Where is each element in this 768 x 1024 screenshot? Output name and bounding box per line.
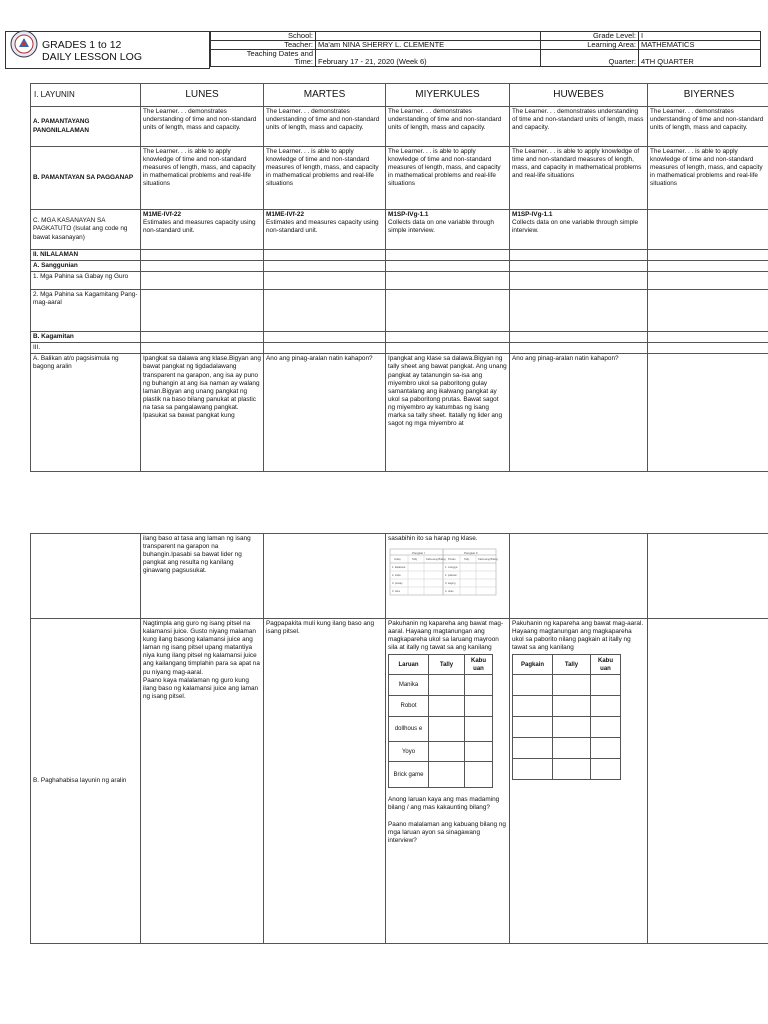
food-tally-cell[interactable] — [553, 696, 591, 717]
cell-paghahabi-miyerkules — [386, 619, 510, 944]
teaching-dates-label-line1: Teaching Dates and — [246, 49, 313, 58]
toy-item: Brick game — [389, 762, 429, 788]
cell-b-lunes: The Learner. . . is able to apply knowledge of time and non-standard measures of length, mass, and capacity in mathematical problems and real-life situations — [141, 147, 264, 210]
empty-cell — [510, 250, 648, 261]
column-header-layunin: I. LAYUNIN — [31, 84, 141, 107]
row-label-kagamitang-pang-mag-aaral: 2. Mga Pahina sa Kagamitang Pang-mag-aaral — [31, 290, 141, 332]
empty-cell — [141, 343, 264, 354]
empty-cell — [648, 261, 768, 272]
empty-cell — [386, 272, 510, 290]
empty-cell — [648, 290, 768, 332]
teacher-value: Ma'am NINA SHERRY L. CLEMENTE — [316, 41, 541, 50]
cell-balikan-huwebes: Ano ang pinag-aralan natin kahapon? — [510, 354, 648, 472]
paghahabi-miyerkules-text: Pakuhanin ng kapareha ang bawat mag-aaral. Hayaang magtanungan ang magkapareha ukol sa laruang mayroon sila at itally ng tawat sa ang kanilang — [388, 620, 504, 652]
column-header-martes: MARTES — [264, 84, 386, 107]
food-total-cell[interactable] — [591, 738, 621, 759]
cell-cont-miyerkules — [386, 534, 510, 619]
text-miyerkules: Collects data on one variable through simple interview. — [388, 219, 494, 235]
toy-total-cell[interactable] — [465, 696, 493, 717]
quarter-label: Quarter: — [541, 50, 639, 67]
toy-total-cell[interactable] — [465, 762, 493, 788]
cell-c-biyernes — [648, 210, 768, 250]
deped-seal-icon — [10, 30, 38, 58]
header-title — [42, 39, 142, 63]
food-item-cell[interactable] — [513, 759, 553, 780]
empty-cell — [510, 343, 648, 354]
thumb-row1a: 1. kalabasa — [392, 566, 406, 570]
code-huwebes: M1SP-IVg-1.1 — [512, 211, 553, 218]
toy-item: Yoyo — [389, 742, 429, 762]
row-label-mga-kasanayan: C. MGA KASANAYAN SA PAGKATUTO (Isulat ang code ng bawat kasanayan) — [31, 210, 141, 250]
cell-a-miyerkules: The Learner. . . demonstrates understanding of time and non-standard units of length, mass and capacity. — [386, 107, 510, 147]
row-label-balikan: A. Balikan at/o pagsisimula ng bagong aralin — [31, 354, 141, 472]
teacher-label: Teacher: — [211, 41, 316, 50]
column-header-miyerkules: MIYERKULES — [386, 84, 510, 107]
thumb-group1: Pangkat I — [412, 551, 425, 556]
header-title-line1: GRADES 1 to 12 — [42, 39, 122, 51]
thumb-row1b: 1. mangga — [445, 566, 458, 570]
header-info-table — [210, 31, 761, 67]
row-label-gabay-ng-guro: 1. Mga Pahina sa Gabay ng Guro — [31, 272, 141, 290]
food-tally-cell[interactable] — [553, 759, 591, 780]
cell-b-huwebes: The Learner. . . is able to apply knowledge of time and non-standard measures of length, mass, and capacity in mathematical problems and real-life situations — [510, 147, 648, 210]
thumb-row2a: 2. sitaw — [392, 574, 401, 578]
thumb-row2b: 2. pakwan — [445, 574, 457, 578]
empty-cell — [264, 343, 386, 354]
thumb-col3: Kabuuang Bilang — [426, 558, 446, 562]
code-lunes: M1ME-IVf-22 — [143, 211, 181, 218]
column-header-lunes: LUNES — [141, 84, 264, 107]
empty-cell — [510, 332, 648, 343]
toy-item: Manika — [389, 675, 429, 696]
empty-cell — [386, 332, 510, 343]
empty-cell — [510, 261, 648, 272]
cell-b-miyerkules: The Learner. . . is able to apply knowledge of time and non-standard measures of length, mass, and capacity in mathematical problems and real-life situations — [386, 147, 510, 210]
column-header-biyernes: BIYERNES — [648, 84, 768, 107]
code-martes: M1ME-IVf-22 — [266, 211, 304, 218]
toy-tally-cell[interactable] — [429, 762, 465, 788]
paghahabi-question1: Anong laruan kaya ang mas madaming bilang / ang mas kakaunting bilang? — [388, 796, 500, 812]
thumb-row4a: 3. okra — [392, 590, 400, 594]
empty-cell — [264, 534, 386, 619]
toy-total-cell[interactable] — [465, 675, 493, 696]
empty-cell — [648, 272, 768, 290]
row-label-iii: III. — [31, 343, 141, 354]
cont-miyerkules-text: sasabihin ito sa harap ng klase. — [388, 535, 478, 542]
cell-balikan-miyerkules: Ipangkat ang klase sa dalawa.Bigyan ng tally sheet ang bawat pangkat. Ang unang pangkat ay tatanungin sa-isa ang miyembro ukol sa paboritong gulay samantalang ang ikalwang pangkat ay ukol sa paboritong prutas. Bawat sagot ng miyembro ay katumbas ng isang marka sa tally sheet. Itatally ng lider ang sagot ng mga miyembro at — [386, 354, 510, 472]
empty-cell — [648, 534, 768, 619]
empty-cell — [648, 250, 768, 261]
grade-level-label: Grade Level: — [541, 32, 639, 41]
row-label-nilalaman: II. NILALAMAN — [31, 250, 141, 261]
learning-area-label: Learning Area: — [541, 41, 639, 50]
thumb-col2: Tally — [412, 558, 418, 562]
cell-b-biyernes: The Learner. . . is able to apply knowledge of time and non-standard measures of length, mass, and capacity in mathematical problems and real-life situations — [648, 147, 768, 210]
cell-c-miyerkules — [386, 210, 510, 250]
empty-cell — [386, 250, 510, 261]
grade-level-value: I — [639, 32, 761, 41]
empty-cell — [386, 343, 510, 354]
tally-sheet-thumbnail — [388, 545, 498, 597]
lesson-log-table-page2 — [30, 533, 768, 944]
toy-tally-cell[interactable] — [429, 717, 465, 742]
empty-cell — [386, 290, 510, 332]
empty-cell — [141, 272, 264, 290]
empty-cell — [264, 290, 386, 332]
cell-cont-lunes: ilang baso at tasa ang laman ng isang transparent na garapon na buhangin.Ipasabi sa bawat lider ng pangkat ang resulta ng kanilang ginawang pagsusukat. — [141, 534, 264, 619]
food-total-cell[interactable] — [591, 759, 621, 780]
paghahabi-question2: Paano malalaman ang kabuang bilang ng mga laruan ayon sa sinagawang interview? — [388, 820, 506, 844]
food-tally-cell[interactable] — [553, 675, 591, 696]
toy-item: Robot — [389, 696, 429, 717]
toy-header-kabuuan: Kabu uan — [465, 655, 493, 675]
food-total-cell[interactable] — [591, 675, 621, 696]
toy-tally-table — [388, 654, 493, 788]
cell-paghahabi-lunes: Nagtimpla ang guro ng isang pitsel na kalamansi juice. Gusto niyang malaman kung ilang basong kalamansi juice ang laman ng isang pitsel upang matantiya niya kung ilang pitsel ng kalamansi juice ang kailangang timplahin para sa apat na pu niyang mag-aaral. Paano kaya malalaman ng guro kung ilang baso ng kalamansi juice ang laman ng isang pitsel. — [141, 619, 264, 944]
empty-cell — [510, 290, 648, 332]
food-item-cell[interactable] — [513, 675, 553, 696]
cell-c-martes — [264, 210, 386, 250]
school-label: School: — [211, 32, 316, 41]
cell-c-lunes — [141, 210, 264, 250]
row-label-pamantayan-sa-pagganap: B. PAMANTAYAN SA PAGGANAP — [31, 147, 141, 210]
empty-cell — [141, 332, 264, 343]
empty-cell — [648, 332, 768, 343]
learning-area-value: MATHEMATICS — [639, 41, 761, 50]
cell-balikan-biyernes — [648, 354, 768, 472]
cell-c-huwebes — [510, 210, 648, 250]
cell-paghahabi-biyernes — [648, 619, 768, 944]
cell-balikan-lunes: Ipangkat sa dalawa ang klase.Bigyan ang bawat pangkat ng tigdadalawang transparent na garapon, ang isa ay puno ng buhangin at ang isa naman ay walang laman.Bigyan ang unang pangkat ng plastik na baso bilang panukat at plastic na tasa sa pangalawang pangkat. Ipasukat sa bawat pangkat kung — [141, 354, 264, 472]
food-tally-table — [512, 654, 621, 780]
food-tally-cell[interactable] — [553, 738, 591, 759]
code-miyerkules: M1SP-IVg-1.1 — [388, 211, 429, 218]
empty-cell — [510, 272, 648, 290]
food-item-cell[interactable] — [513, 717, 553, 738]
header-title-line2: DAILY LESSON LOG — [42, 51, 142, 63]
cell-a-biyernes: The Learner. . . demonstrates understanding of time and non-standard units of length, mass and capacity. — [648, 107, 768, 147]
food-header-kabuuan: Kabu uan — [591, 655, 621, 675]
teaching-dates-label — [211, 50, 316, 67]
row-label-pamantayang-pangnilalaman: A. PAMANTAYANG PANGNILALAMAN — [31, 107, 141, 147]
cell-a-martes: The Learner. . . demonstrates understanding of time and non-standard units of length, mass and capacity. — [264, 107, 386, 147]
thumb-row3b: 3. saging — [445, 582, 456, 586]
toy-tally-cell[interactable] — [429, 742, 465, 762]
thumb-group2: Pangkat II — [464, 551, 478, 556]
cell-paghahabi-martes: Pagpapakita muli kung ilang baso ang isang pitsel. — [264, 619, 386, 944]
text-martes: Estimates and measures capacity using non-standard unit. — [266, 219, 379, 235]
toy-total-cell[interactable] — [465, 717, 493, 742]
cell-balikan-martes: Ano ang pinag-aralan natin kahapon? — [264, 354, 386, 472]
empty-cell — [141, 250, 264, 261]
empty-cell — [264, 332, 386, 343]
teaching-dates-value: February 17 - 21, 2020 (Week 6) — [316, 50, 541, 67]
thumb-row3a: 3. petsay — [392, 582, 403, 586]
quarter-value: 4TH QUARTER — [639, 50, 761, 67]
food-tally-cell[interactable] — [553, 717, 591, 738]
food-total-cell[interactable] — [591, 696, 621, 717]
cell-b-martes: The Learner. . . is able to apply knowledge of time and non-standard measures of length, mass, and capacity in mathematical problems and real-life situations — [264, 147, 386, 210]
thumb-row4b: 4. ubas — [445, 590, 454, 594]
row-label-kagamitan: B. Kagamitan — [31, 332, 141, 343]
toy-item: dollhous e — [389, 717, 429, 742]
text-huwebes: Collects data on one variable through simple interview. — [512, 219, 639, 235]
text-lunes: Estimates and measures capacity using non-standard unit. — [143, 219, 256, 235]
cell-a-huwebes: The Learner. . . demonstrates understanding of time and non-standard units of length, mass and capacity. — [510, 107, 648, 147]
empty-cell — [31, 534, 141, 619]
empty-cell — [264, 261, 386, 272]
school-value — [316, 32, 541, 41]
food-item-cell[interactable] — [513, 696, 553, 717]
toy-total-cell[interactable] — [465, 742, 493, 762]
empty-cell — [386, 261, 510, 272]
lesson-log-table-page1 — [30, 83, 768, 472]
food-header-tally: Tally — [553, 655, 591, 675]
food-item-cell[interactable] — [513, 738, 553, 759]
thumb-col4: Prutas — [448, 558, 456, 562]
toy-tally-cell[interactable] — [429, 675, 465, 696]
toy-header-tally: Tally — [429, 655, 465, 675]
thumb-col6: Kabuuang Bilang — [478, 558, 498, 562]
teaching-dates-label-line2: Time: — [294, 57, 313, 66]
row-label-paghahabi: B. Paghahabisa layunin ng aralin — [31, 619, 141, 944]
cell-a-lunes: The Learner. . . demonstrates understanding of time and non-standard units of length, mass and capacity. — [141, 107, 264, 147]
toy-tally-cell[interactable] — [429, 696, 465, 717]
empty-cell — [141, 261, 264, 272]
cell-paghahabi-huwebes — [510, 619, 648, 944]
toy-header-laruan: Laruan — [389, 655, 429, 675]
food-header-pagkain: Pagkain — [513, 655, 553, 675]
thumb-col1: Gulay — [394, 558, 401, 562]
thumb-col5: Tally — [464, 558, 470, 562]
empty-cell — [510, 534, 648, 619]
empty-cell — [648, 343, 768, 354]
column-header-huwebes: HUWEBES — [510, 84, 648, 107]
empty-cell — [264, 250, 386, 261]
paghahabi-huwebes-text: Pakuhanin ng kapareha ang bawat mag-aaral. Hayaang magtanungan ang magkapareha ukol sa paborito nilang pagkain at itally ng tawat sa ang kanilang — [512, 620, 644, 652]
row-label-sanggunian: A. Sanggunian — [31, 261, 141, 272]
food-total-cell[interactable] — [591, 717, 621, 738]
empty-cell — [264, 272, 386, 290]
empty-cell — [141, 290, 264, 332]
